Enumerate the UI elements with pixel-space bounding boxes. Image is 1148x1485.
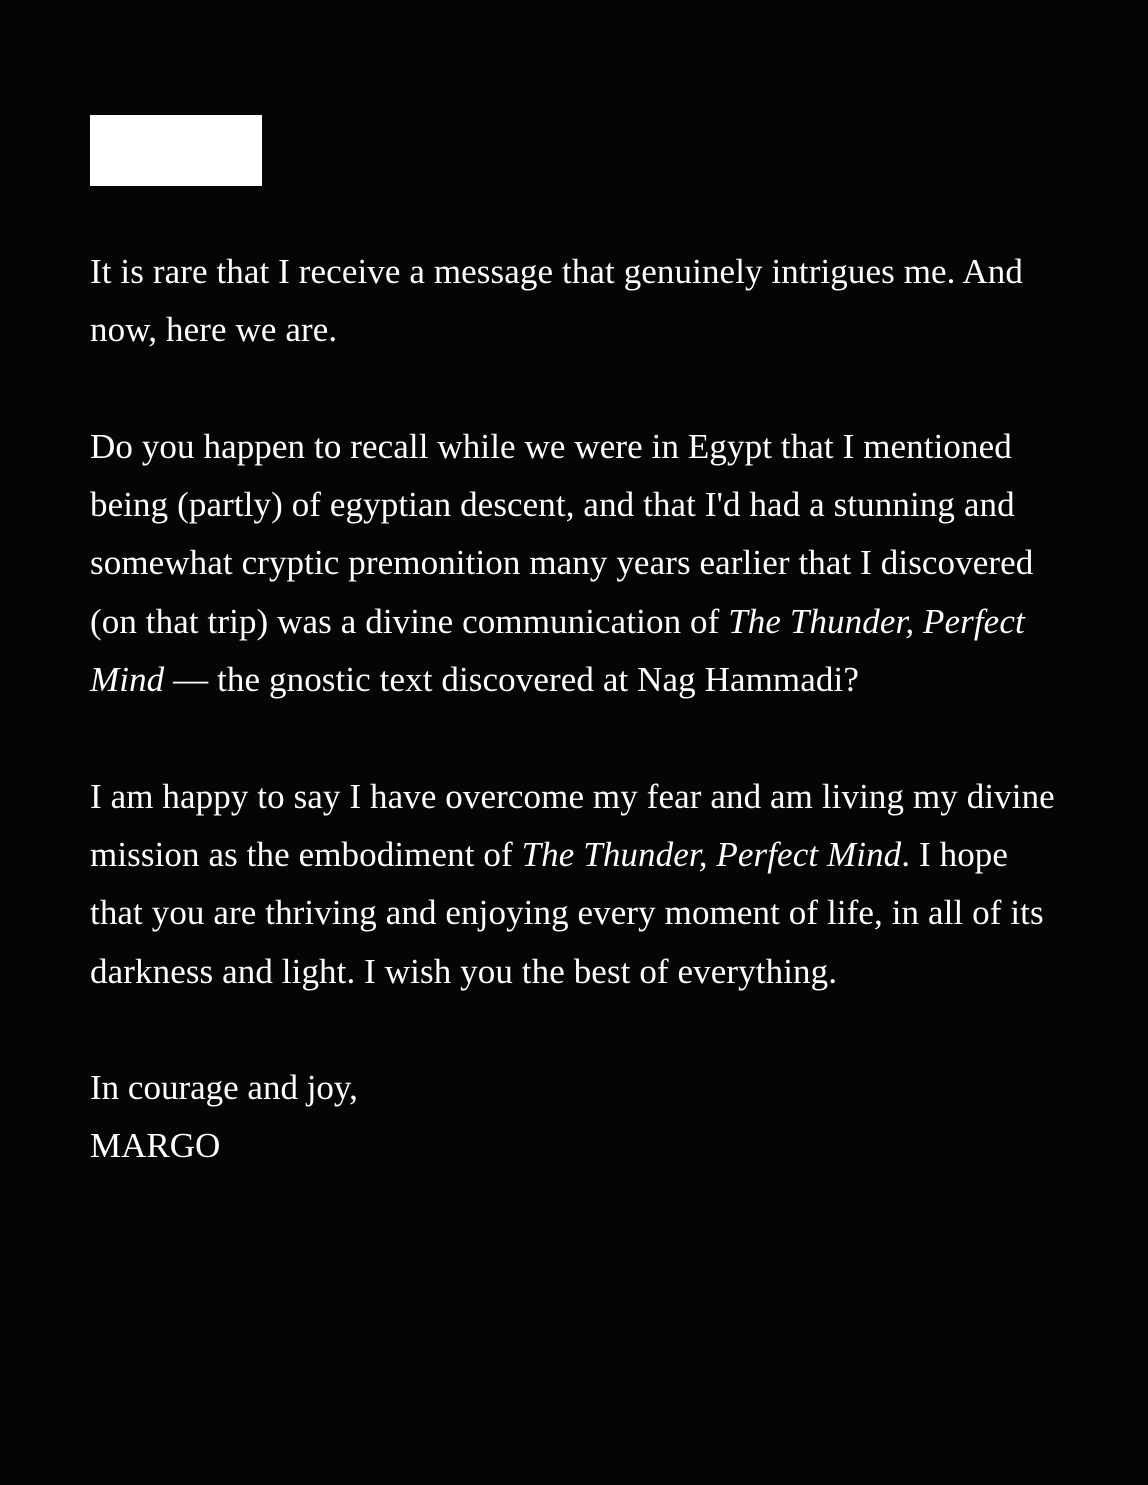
closing-line: In courage and joy, (90, 1068, 358, 1108)
paragraph-mission-before: I am happy to say I have overcome my fear and am living my divine mission as the embodiment of (90, 776, 1055, 874)
signature: MARGO (90, 1126, 221, 1166)
paragraph-mission (90, 768, 1065, 1001)
paragraph-egypt-title: The Thunder, Perfect Mind (90, 601, 1025, 700)
paragraph-intro (90, 243, 1065, 360)
paragraph-mission-title: The Thunder, Perfect Mind (521, 834, 902, 874)
paragraph-egypt-after: — the gnostic text discovered at Nag Hammadi? (164, 660, 859, 700)
paragraph-intro-text: It is rare that I receive a message that genuinely intrigues me. And now, here we are. (90, 252, 1024, 350)
letter-body (90, 115, 1065, 1176)
paragraph-egypt-before: Do you happen to recall while we were in Egypt that I mentioned being (partly) of egyptian descent, and that I'd had a stunning and somewhat cryptic premonition many years earlier that I discovered (on that trip) was a divine communication of (90, 426, 1034, 641)
paragraph-egypt (90, 418, 1065, 709)
redaction-block (90, 115, 262, 186)
sign-off (90, 1059, 1065, 1176)
paragraph-mission-after: . I hope that you are thriving and enjoying every moment of life, in all of its darkness and light. I wish you the best of everything. (90, 834, 1044, 991)
